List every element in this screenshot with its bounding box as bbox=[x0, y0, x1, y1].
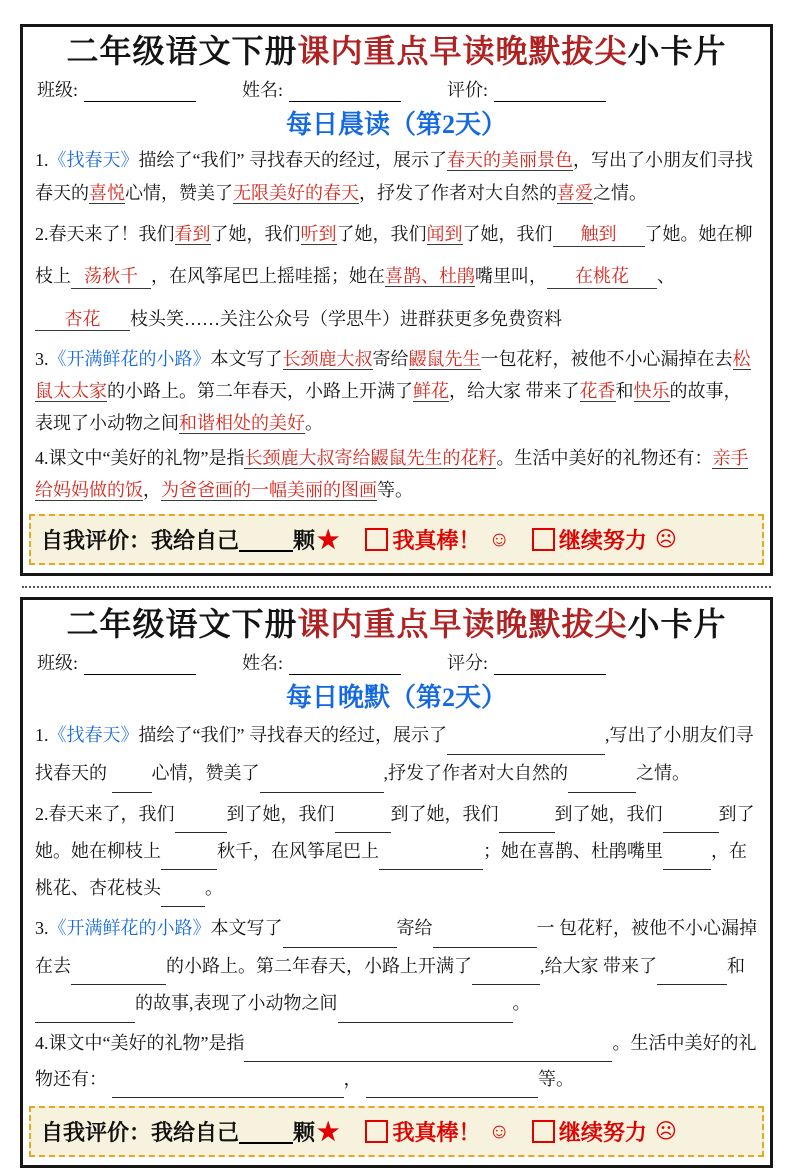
smiley-face-icon: ☺ bbox=[488, 1119, 510, 1144]
worksheet-title bbox=[35, 604, 758, 646]
fill-in-blank-line bbox=[499, 796, 555, 833]
answer-text: 荡秋千 bbox=[71, 265, 151, 289]
keep-trying-label: 继续努力 bbox=[558, 528, 647, 554]
great-checkbox[interactable] bbox=[365, 1120, 388, 1143]
answer-text: 长颈鹿大叔寄给鼹鼠先生的花籽 bbox=[244, 448, 497, 469]
title-black-part: 二年级语文下册 bbox=[66, 33, 298, 69]
fill-in-blank-line bbox=[657, 948, 727, 986]
class-blank-line bbox=[84, 655, 196, 675]
answer-text: 闻到 bbox=[426, 224, 463, 245]
title-suffix-part: 小卡片 bbox=[627, 33, 727, 69]
body-text: 了她，我们 bbox=[336, 224, 427, 245]
worksheet-paragraph bbox=[35, 796, 758, 907]
smiley-face-icon: ☺ bbox=[488, 527, 510, 552]
body-text: 寄给 bbox=[396, 917, 433, 938]
star-count-blank bbox=[239, 1120, 293, 1144]
body-text: 2.春天来了！我们 bbox=[35, 224, 175, 245]
body-text: ,写出了小朋友们寻找春天的 bbox=[35, 724, 754, 783]
self-evaluation-strip bbox=[29, 1106, 764, 1157]
body-text: ,给大家 带来了 bbox=[540, 955, 657, 976]
body-text: 之情。 bbox=[636, 762, 690, 783]
answer-text: 长颈鹿大叔 bbox=[282, 349, 373, 370]
body-text: ， bbox=[143, 480, 161, 501]
name-blank-line bbox=[289, 82, 401, 102]
body-text: ，在桃花、杏花枝头 bbox=[35, 840, 747, 898]
worksheet-paragraph bbox=[35, 343, 758, 439]
class-label: 班级: bbox=[37, 652, 79, 673]
answer-text: 看到 bbox=[174, 224, 211, 245]
section-title-evening: 每日晚默（第2天） bbox=[285, 682, 507, 712]
star-unit: 颗 bbox=[293, 528, 316, 554]
paragraph-list bbox=[35, 717, 758, 1099]
star-count-blank bbox=[239, 528, 293, 552]
fill-in-blank-line bbox=[663, 796, 719, 833]
answer-text: 喜鹊、杜鹃 bbox=[385, 266, 475, 287]
meta-row bbox=[37, 76, 758, 102]
evening-dictation-card bbox=[20, 597, 773, 1168]
answer-text: 杏花 bbox=[35, 308, 130, 332]
body-text: 寄给 bbox=[372, 349, 409, 370]
fill-in-blank-line bbox=[366, 1062, 538, 1098]
morning-reading-card bbox=[20, 24, 773, 576]
fill-in-blank-line bbox=[338, 985, 513, 1023]
worksheet-paragraph bbox=[35, 442, 758, 506]
body-text: 心情，赞美了 bbox=[125, 182, 233, 203]
answer-text: 喜悦 bbox=[89, 182, 125, 203]
frown-face-icon: ☹ bbox=[654, 1119, 677, 1144]
body-text: 描绘了“我们” 寻找春天的经过，展示了 bbox=[138, 724, 447, 745]
fill-in-blank-line bbox=[433, 910, 537, 948]
paragraph-list bbox=[35, 144, 758, 507]
body-text: 。生活中美好的礼物还有： bbox=[35, 1033, 757, 1090]
class-label: 班级: bbox=[37, 79, 79, 100]
fill-in-blank-line bbox=[71, 948, 166, 986]
self-eval-prefix: 自我评价：我给自己 bbox=[41, 1120, 240, 1146]
body-text: 。生活中美好的礼物还有： bbox=[496, 448, 713, 469]
body-text: 。 bbox=[512, 993, 531, 1014]
title-suffix-part: 小卡片 bbox=[627, 606, 727, 643]
body-text: 4.课文中“美好的礼物”是指 bbox=[35, 1033, 245, 1054]
body-text: ；她在喜鹊、杜鹃嘴里 bbox=[483, 840, 663, 861]
body-text: 描绘了“我们” 寻找春天的经过，展示了 bbox=[138, 149, 447, 170]
meta-row bbox=[37, 649, 758, 675]
body-text: 一包花籽，被他不小心漏掉在去 bbox=[480, 349, 733, 370]
body-text: 本文写了 bbox=[210, 917, 283, 938]
fill-in-blank-line bbox=[283, 910, 397, 948]
lesson-title-text: 《开满鲜花的小路》 bbox=[48, 917, 211, 938]
body-text: ，给大家 带来了 bbox=[449, 381, 580, 402]
answer-text: 鲜花 bbox=[413, 381, 449, 402]
fill-in-blank-line bbox=[335, 796, 391, 833]
lesson-title-text: 《找春天》 bbox=[48, 724, 139, 745]
worksheet-title bbox=[35, 31, 758, 73]
body-text: 2.春天来了，我们 bbox=[35, 803, 175, 824]
lesson-title-text: 《找春天》 bbox=[48, 149, 139, 170]
self-eval-prefix: 自我评价：我给自己 bbox=[41, 528, 240, 554]
body-text: 和 bbox=[727, 955, 745, 976]
answer-text: 亲手给妈妈做的饭 bbox=[35, 448, 749, 501]
name-blank-line bbox=[289, 655, 401, 675]
title-red-part: 课内重点早读晚默拔尖 bbox=[297, 606, 628, 643]
answer-text: 春天的美丽景色 bbox=[446, 149, 573, 170]
keep-trying-checkbox[interactable] bbox=[532, 528, 555, 551]
body-text: 枝头笑……关注公众号（学思牛）进群获更多免费资料 bbox=[130, 308, 562, 329]
name-label: 姓名: bbox=[242, 652, 284, 673]
fill-in-blank-line bbox=[112, 1062, 344, 1098]
star-unit: 颗 bbox=[293, 1120, 316, 1146]
body-text: 。 bbox=[205, 877, 223, 898]
body-text: ，写出了小朋友们寻找春天的 bbox=[35, 149, 753, 203]
worksheet-paragraph bbox=[35, 1026, 758, 1098]
worksheet-paragraph bbox=[35, 910, 758, 1024]
fill-in-blank-line bbox=[568, 755, 636, 793]
body-text: 、 bbox=[657, 266, 675, 287]
fill-in-blank-line bbox=[112, 755, 152, 793]
fill-in-blank-line bbox=[260, 755, 384, 793]
fill-in-blank-line bbox=[472, 948, 540, 986]
body-text: ， bbox=[343, 1069, 366, 1090]
great-label: 我真棒！ bbox=[392, 528, 481, 554]
answer-text: 鼹鼠先生 bbox=[408, 349, 481, 370]
keep-trying-label: 继续努力 bbox=[558, 1120, 647, 1146]
frown-face-icon: ☹ bbox=[654, 527, 677, 552]
body-text: 到了她，我们 bbox=[226, 803, 335, 824]
body-text: 秋千，在风筝尾巴上 bbox=[217, 840, 379, 861]
worksheet-paragraph bbox=[35, 717, 758, 793]
fill-in-blank-line bbox=[161, 870, 205, 907]
body-text: 1. bbox=[35, 149, 49, 170]
name-label: 姓名: bbox=[242, 79, 284, 100]
body-text: 的小路上。第二年春天，小路上开满了 bbox=[166, 955, 472, 976]
fill-in-blank-line bbox=[447, 717, 605, 755]
score-blank-line bbox=[494, 655, 606, 675]
answer-text: 在桃花 bbox=[547, 265, 657, 289]
answer-text: 快乐 bbox=[633, 381, 670, 402]
body-text: 了她。她在柳枝上 bbox=[35, 224, 753, 287]
section-title-morning: 每日晨读（第2天） bbox=[285, 109, 507, 139]
body-text: ，抒发了作者对大自然的 bbox=[359, 182, 557, 203]
answer-text: 和谐相处的美好 bbox=[179, 413, 305, 434]
body-text: 一 包花籽，被他不小心漏掉 在去 bbox=[35, 917, 757, 976]
body-text: 心情，赞美了 bbox=[151, 762, 260, 783]
body-text: 3. bbox=[35, 917, 49, 938]
body-text: 。 bbox=[305, 413, 323, 434]
body-text: 的故事，表现了小动物之间 bbox=[35, 381, 742, 434]
answer-text: 花香 bbox=[579, 381, 616, 402]
body-text: 和 bbox=[615, 381, 634, 402]
lesson-title-text: 《开满鲜花的小路》 bbox=[48, 349, 211, 370]
body-text: 3. bbox=[35, 349, 49, 370]
body-text: 到了她，我们 bbox=[390, 803, 499, 824]
body-text: 的故事,表现了小动物之间 bbox=[135, 993, 338, 1014]
title-red-part: 课内重点早读晚默拔尖 bbox=[297, 33, 628, 69]
body-text: 了她，我们 bbox=[462, 224, 553, 245]
fill-in-blank-line bbox=[663, 833, 711, 870]
score-label: 评分: bbox=[447, 652, 489, 673]
cut-separator-line bbox=[22, 586, 771, 588]
fill-in-blank-line bbox=[161, 833, 217, 870]
body-text: 本文写了 bbox=[210, 349, 283, 370]
body-text: 1. bbox=[35, 724, 49, 745]
star-icon: ★ bbox=[317, 526, 340, 554]
body-text: ，在风筝尾巴上摇哇摇；她在 bbox=[151, 266, 385, 287]
answer-text: 松鼠太太家 bbox=[35, 349, 751, 402]
body-text: 等。 bbox=[538, 1069, 574, 1090]
body-text: 的小路上。第二年春天，小路上开满了 bbox=[107, 381, 413, 402]
great-checkbox[interactable] bbox=[365, 528, 388, 551]
fill-in-blank-line bbox=[244, 1026, 612, 1062]
body-text: 4.课文中“美好的礼物”是指 bbox=[35, 448, 245, 469]
evaluation-label: 评价: bbox=[447, 79, 489, 100]
fill-in-blank-line bbox=[175, 796, 227, 833]
body-text: 到了她，我们 bbox=[554, 803, 663, 824]
star-icon: ★ bbox=[317, 1118, 340, 1146]
answer-text: 喜爱 bbox=[557, 182, 593, 203]
fill-in-blank-line bbox=[379, 833, 483, 870]
body-text: 到了她。她在柳枝上 bbox=[35, 803, 755, 861]
answer-text: 为爸爸画的一幅美丽的图画 bbox=[161, 480, 377, 501]
worksheet-paragraph bbox=[35, 213, 758, 340]
fill-in-blank-line bbox=[35, 985, 135, 1023]
class-blank-line bbox=[84, 82, 196, 102]
body-text: 等。 bbox=[377, 480, 413, 501]
answer-text: 无限美好的春天 bbox=[233, 182, 359, 203]
self-evaluation-strip bbox=[29, 514, 764, 565]
title-black-part: 二年级语文下册 bbox=[66, 606, 298, 643]
answer-text: 听到 bbox=[300, 224, 337, 245]
great-label: 我真棒！ bbox=[392, 1120, 481, 1146]
body-text: 嘴里叫， bbox=[475, 266, 547, 287]
keep-trying-checkbox[interactable] bbox=[532, 1120, 555, 1143]
body-text: 了她，我们 bbox=[210, 224, 301, 245]
evaluation-blank-line bbox=[494, 82, 606, 102]
body-text: ,抒发了作者对大自然的 bbox=[383, 762, 568, 783]
worksheet-paragraph bbox=[35, 144, 758, 211]
answer-text: 触到 bbox=[553, 223, 645, 247]
body-text: 之情。 bbox=[593, 182, 647, 203]
